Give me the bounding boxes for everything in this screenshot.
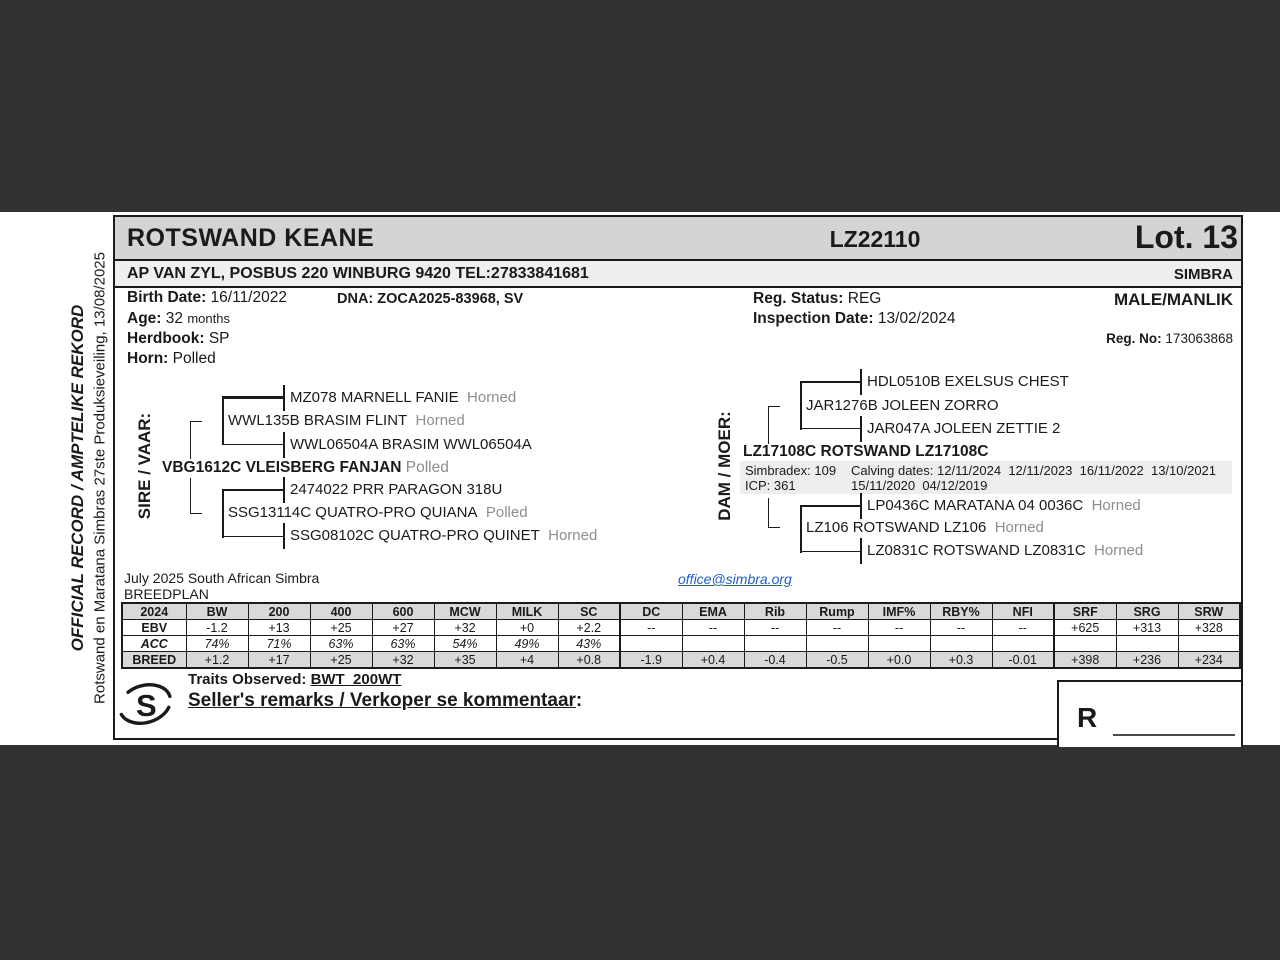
horn-status: Horned: [1091, 497, 1141, 514]
pedigree-node-dam-sire-sire: [867, 373, 1069, 390]
horn-status: Polled: [485, 504, 528, 521]
reg-no-value: 173063868: [1165, 331, 1233, 346]
pedigree-name: JAR047A JOLEEN ZETTIE 2: [867, 420, 1061, 437]
pedigree-line: [190, 421, 191, 459]
breedplan-cell: --: [806, 620, 868, 636]
breedplan-row-label: EBV: [122, 620, 186, 636]
breedplan-col-header: SRG: [1116, 603, 1178, 620]
horn-value: Polled: [172, 350, 216, 367]
pedigree-name: 2474022 PRR PARAGON 318U: [290, 481, 503, 498]
horn-status: Horned: [1094, 542, 1144, 559]
sellers-remarks-label: Seller's remarks / Verkoper se kommentaar: [188, 690, 576, 711]
breedplan-cell: -0.5: [806, 652, 868, 669]
pedigree-line: [800, 505, 860, 508]
official-record-side-text: OFFICIAL RECORD / AMPTELIKE REKORD: [68, 304, 87, 652]
pedigree-node-sire-dam-dam: [290, 527, 597, 544]
breedplan-col-header: EMA: [682, 603, 744, 620]
pedigree-name: SSG13114C QUATRO-PRO QUIANA: [228, 504, 478, 521]
breedplan-cell: +27: [372, 620, 434, 636]
age-row: [127, 310, 230, 328]
pedigree-line: [222, 396, 284, 399]
breedplan-col-header: SRF: [1054, 603, 1116, 620]
pedigree-line: [860, 538, 862, 564]
sire-column-label: SIRE / VAAR:: [135, 412, 154, 520]
calving-dates-line2: 15/11/2020 04/12/2019: [851, 478, 988, 493]
pedigree-line: [768, 527, 780, 528]
animal-name: ROTSWAND KEANE: [127, 224, 375, 252]
inspection-date-label: Inspection Date:: [753, 310, 874, 327]
calving-dates-line1: Calving dates: 12/11/2024 12/11/2023 16/11/2022 13/10/2021: [851, 463, 1217, 478]
sellers-remarks-row: [188, 690, 582, 712]
breedplan-row-label: ACC: [122, 636, 186, 652]
pedigree-line: [800, 505, 802, 553]
dam-column-label: DAM / MOER:: [715, 411, 734, 521]
breedplan-cell: [868, 636, 930, 652]
birth-date-row: [127, 289, 287, 307]
horn-status: Horned: [548, 527, 598, 544]
pedigree-node-dam-sire: [806, 397, 999, 414]
breedplan-cell: +32: [372, 652, 434, 669]
breedplan-cell: +25: [310, 620, 372, 636]
pedigree-line: [768, 406, 780, 407]
age-value: 32: [165, 310, 184, 327]
horn-status: Polled: [405, 459, 449, 476]
inspection-date-row: [753, 310, 955, 328]
breedplan-cell: +0.3: [930, 652, 992, 669]
breedplan-caption-line1: July 2025 South African Simbra: [124, 570, 320, 586]
breedplan-cell: --: [744, 620, 806, 636]
pedigree-node-sire-sire-sire: [290, 389, 516, 406]
pedigree-name: LZ0831C ROTSWAND LZ0831C: [867, 542, 1086, 559]
breedplan-col-header: IMF%: [868, 603, 930, 620]
breedplan-cell: +313: [1116, 620, 1178, 636]
sale-name-side-text: Rotswand en Maratana Simbras 27ste Produksieveiling, 13/08/2025: [91, 252, 109, 704]
breedplan-cell: [806, 636, 868, 652]
pedigree-node-dam-dam: [806, 519, 1044, 536]
breedplan-cell: +17: [248, 652, 310, 669]
pedigree-line: [860, 416, 862, 442]
breedplan-cell: +13: [248, 620, 310, 636]
breedplan-cell: 71%: [248, 636, 310, 652]
breedplan-cell: +2.2: [558, 620, 620, 636]
horn-row: [127, 350, 216, 368]
breedplan-cell: 49%: [496, 636, 558, 652]
breedplan-col-header: 400: [310, 603, 372, 620]
breedplan-col-header: SC: [558, 603, 620, 620]
breedplan-cell: -0.01: [992, 652, 1054, 669]
animal-id: LZ22110: [829, 226, 921, 252]
pedigree-name: LZ106 ROTSWAND LZ106: [806, 519, 987, 536]
breedplan-col-header: 200: [248, 603, 310, 620]
herdbook-label: Herdbook:: [127, 330, 205, 347]
pedigree-node-dam-dam-dam: [867, 542, 1143, 559]
pedigree-line: [283, 477, 285, 503]
breedplan-cell: [1116, 636, 1178, 652]
pedigree-line: [800, 428, 860, 429]
pedigree-line: [800, 551, 860, 552]
breedplan-cell: [620, 636, 682, 652]
breedplan-col-header: MILK: [496, 603, 558, 620]
pedigree-line: [768, 498, 769, 528]
pedigree-line: [222, 396, 224, 445]
breedplan-cell: +1.2: [186, 652, 248, 669]
reg-no-label: Reg. No:: [1106, 331, 1162, 346]
traits-observed-label: Traits Observed:: [188, 671, 307, 688]
breedplan-col-header: 600: [372, 603, 434, 620]
pedigree-line: [800, 381, 860, 384]
horn-label: Horn:: [127, 350, 169, 367]
pedigree-line: [222, 489, 224, 538]
breedplan-cell: +25: [310, 652, 372, 669]
breedplan-col-header: SRW: [1178, 603, 1240, 620]
currency-symbol: R: [1077, 702, 1098, 733]
pedigree-line: [190, 421, 202, 422]
breedplan-cell: -1.9: [620, 652, 682, 669]
breedplan-cell: +625: [1054, 620, 1116, 636]
breedplan-cell: -0.4: [744, 652, 806, 669]
breedplan-col-header: MCW: [434, 603, 496, 620]
breedplan-caption-line2: BREEDPLAN: [124, 586, 209, 602]
pedigree-name: LZ17108C ROTSWAND LZ17108C: [743, 443, 989, 460]
breedplan-col-header: Rib: [744, 603, 806, 620]
pedigree-name: VBG1612C VLEISBERG FANJAN: [162, 459, 402, 476]
pedigree-name: WWL06504A BRASIM WWL06504A: [290, 436, 532, 453]
breedplan-cell: [744, 636, 806, 652]
dam-stats-band: [740, 461, 1232, 494]
breedplan-col-header: BW: [186, 603, 248, 620]
breedplan-col-header: NFI: [992, 603, 1054, 620]
icp-value: ICP: 361: [745, 478, 796, 493]
reg-no-row: [1106, 331, 1233, 346]
breedplan-cell: --: [930, 620, 992, 636]
logo-letter: S: [136, 688, 157, 723]
sellers-remarks-colon: :: [575, 690, 583, 711]
pedigree-name: LP0436C MARATANA 04 0036C: [867, 497, 1084, 514]
pedigree-node-sire-sire-dam: [290, 436, 532, 453]
breedplan-cell: 74%: [186, 636, 248, 652]
reg-status-value: REG: [847, 290, 882, 307]
breedplan-cell: 63%: [310, 636, 372, 652]
owner-contact-line: AP VAN ZYL, POSBUS 220 WINBURG 9420 TEL:27833841681: [127, 265, 589, 282]
breedplan-cell: [930, 636, 992, 652]
breedplan-cell: +0: [496, 620, 558, 636]
pedigree-name: WWL135B BRASIM FLINT: [228, 412, 408, 429]
breedplan-cell: --: [868, 620, 930, 636]
simbradex-value: Simbradex: 109: [745, 463, 837, 478]
herdbook-row: [127, 330, 230, 348]
horn-status: Horned: [467, 389, 517, 406]
pedigree-node-dam-sire-dam: [867, 420, 1060, 437]
breedplan-cell: --: [992, 620, 1054, 636]
pedigree-line: [222, 536, 284, 537]
breed-name: SIMBRA: [1173, 266, 1233, 283]
age-label: Age:: [127, 310, 162, 327]
breedplan-cell: +328: [1178, 620, 1240, 636]
breedplan-col-header: RBY%: [930, 603, 992, 620]
breedplan-cell: [682, 636, 744, 652]
breedplan-cell: [1178, 636, 1240, 652]
horn-status: Horned: [994, 519, 1044, 536]
breedplan-cell: 43%: [558, 636, 620, 652]
horn-status: Horned: [415, 412, 465, 429]
birth-date-value: 16/11/2022: [210, 289, 287, 306]
inspection-date-value: 13/02/2024: [877, 310, 956, 327]
breedplan-cell: -1.2: [186, 620, 248, 636]
breedplan-table: [121, 602, 1241, 669]
pedigree-node-dam: [743, 443, 989, 461]
breedplan-cell: +398: [1054, 652, 1116, 669]
pedigree-line: [768, 406, 769, 444]
pedigree-line: [222, 444, 284, 445]
price-fill-line[interactable]: [1113, 734, 1235, 736]
pedigree-node-sire-dam-sire: [290, 481, 502, 498]
reg-status-label: Reg. Status:: [753, 290, 844, 307]
breedplan-col-header: Rump: [806, 603, 868, 620]
pedigree-name: JAR1276B JOLEEN ZORRO: [806, 397, 999, 414]
breedplan-cell: [992, 636, 1054, 652]
pedigree-line: [190, 513, 202, 514]
breedplan-cell: +32: [434, 620, 496, 636]
birth-date-label: Birth Date:: [127, 289, 207, 306]
pedigree-node-sire-sire: [228, 412, 465, 429]
breedplan-cell: +234: [1178, 652, 1240, 669]
pedigree-line: [222, 489, 284, 492]
pedigree-line: [860, 493, 862, 519]
pedigree-line: [283, 432, 285, 458]
breedplan-cell: +4: [496, 652, 558, 669]
pedigree-line: [283, 523, 285, 549]
pedigree-name: SSG08102C QUATRO-PRO QUINET: [290, 527, 540, 544]
pedigree-node-sire-dam: [228, 504, 528, 521]
traits-observed-value: BWT 200WT: [310, 671, 402, 688]
breedplan-row-label: BREED: [122, 652, 186, 669]
age-unit: months: [187, 311, 230, 326]
email-link[interactable]: office@simbra.org: [678, 571, 792, 587]
breedplan-cell: +0.0: [868, 652, 930, 669]
pedigree-name: MZ078 MARNELL FANIE: [290, 389, 459, 406]
breedplan-cell: +35: [434, 652, 496, 669]
breedplan-col-header: 2024: [122, 603, 186, 620]
breedplan-cell: 54%: [434, 636, 496, 652]
breedplan-cell: +0.4: [682, 652, 744, 669]
breedplan-cell: --: [682, 620, 744, 636]
pedigree-line: [283, 385, 285, 411]
breedplan-cell: +236: [1116, 652, 1178, 669]
breedplan-cell: --: [620, 620, 682, 636]
simbra-s-logo-icon: [116, 680, 174, 730]
pedigree-node-dam-dam-sire: [867, 497, 1141, 514]
traits-observed-row: [188, 671, 401, 688]
reg-status-row: [753, 290, 881, 308]
pedigree-node-sire: [162, 459, 449, 477]
price-box: [1057, 680, 1243, 747]
breedplan-cell: 63%: [372, 636, 434, 652]
pedigree-name: HDL0510B EXELSUS CHEST: [867, 373, 1069, 390]
pedigree-line: [190, 478, 191, 514]
pedigree-line: [860, 369, 862, 395]
herdbook-value: SP: [208, 330, 230, 347]
breedplan-cell: [1054, 636, 1116, 652]
breedplan-cell: +0.8: [558, 652, 620, 669]
lot-number: Lot. 13: [1134, 219, 1238, 255]
dna-info: DNA: ZOCA2025-83968, SV: [337, 291, 524, 307]
breedplan-col-header: DC: [620, 603, 682, 620]
sex-label: MALE/MANLIK: [1114, 290, 1233, 309]
pedigree-line: [800, 381, 802, 430]
